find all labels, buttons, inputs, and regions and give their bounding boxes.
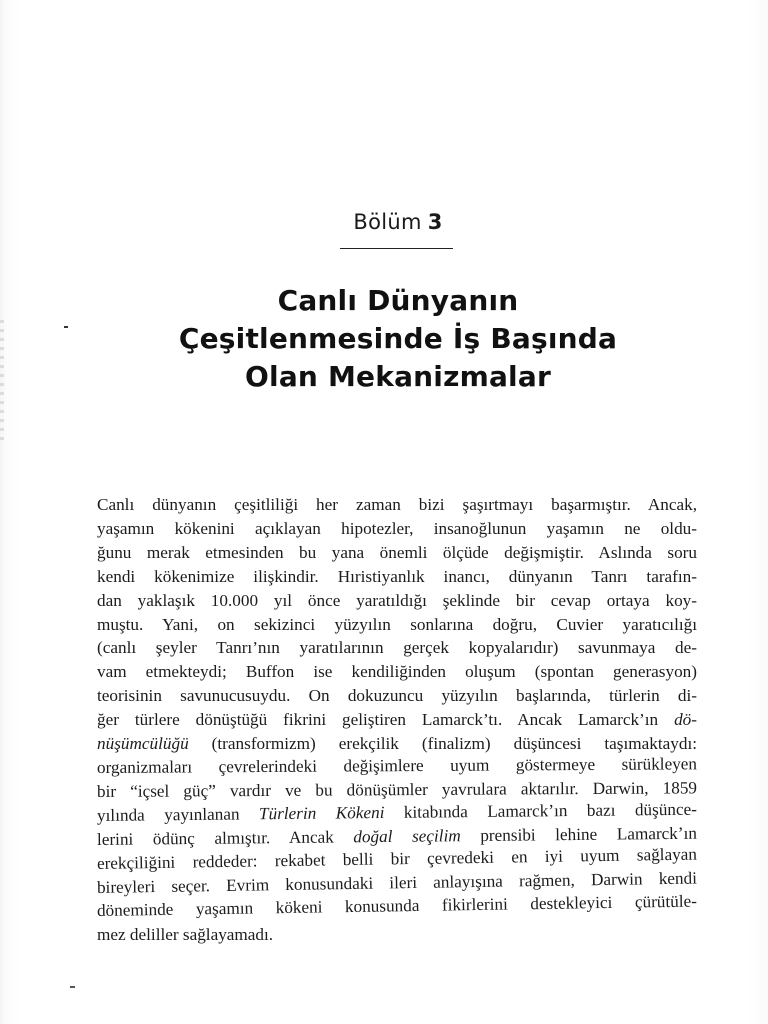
title-line: Çeşitlenmesinde İş Başında bbox=[178, 322, 618, 355]
body-paragraph bbox=[97, 493, 697, 947]
italic-term: doğal seçilim bbox=[353, 825, 461, 847]
chapter-label bbox=[0, 210, 768, 234]
margin-speck bbox=[70, 986, 75, 988]
text-line: Canlı dünyanın çeşitliliği her zaman bizi şaşırtmayı başarmıştır. Ancak, bbox=[97, 495, 697, 514]
text-line: teorisinin savunucusuydu. On dokuzuncu yüzyılın başlarında, türlerin di- bbox=[97, 686, 697, 706]
text-run: ğer türlere dönüştüğü fikrini geliştiren Lamarck’tı. Ancak Lamarck’ın bbox=[97, 710, 675, 730]
text-run: prensibi lehine Lamarck’ın bbox=[460, 823, 698, 845]
chapter-number: 3 bbox=[427, 210, 443, 234]
text-line: (canlı şeyler Tanrı’nın yaratılarının gerçek kopyalarıdır) savunmaya de- bbox=[97, 638, 697, 658]
text-line: muştu. Yani, on sekizinci yüzyılın sonlarına doğru, Cuvier yaratıcılığı bbox=[97, 614, 697, 634]
title-line: Olan Mekanizmalar bbox=[245, 360, 551, 393]
text-run: kitabında Lamarck’ın bazı düşünce- bbox=[384, 799, 698, 822]
text-run: yılında yayınlanan bbox=[96, 804, 260, 825]
text-line: ğunu merak etmesinden bu yana önemli ölçüde değişmiştir. Aslında soru bbox=[97, 542, 697, 562]
text-line: vam etmekteydi; Buffon ise kendiliğinden oluşum (spontan generasyon) bbox=[97, 662, 697, 682]
margin-speck bbox=[64, 326, 68, 328]
chapter-divider bbox=[340, 248, 453, 249]
text-line: bireyleri seçer. Evrim konusundaki ileri anlayışına rağmen, Darwin kendi bbox=[96, 868, 698, 897]
title-line: Canlı Dünyanın bbox=[277, 284, 519, 317]
italic-term: nüşümcülüğü bbox=[97, 734, 189, 754]
scan-edge-marks bbox=[0, 320, 4, 440]
text-line: organizmaları çevrelerindeki değişimlere uyum göstermeye sürükleyen bbox=[96, 754, 698, 777]
text-line: kendi kökenimize ilişkindir. Hıristiyanlık inancı, dünyanın Tanrı tarafın- bbox=[97, 566, 697, 586]
italic-term: Türlerin Kökeni bbox=[258, 802, 385, 824]
text-line bbox=[97, 708, 697, 732]
text-line: yaşamın kökenini açıklayan hipotezler, insanoğlunun yaşamın ne oldu- bbox=[97, 518, 697, 538]
chapter-title bbox=[100, 282, 696, 396]
text-line: mez deliller sağlayamadı. bbox=[97, 925, 274, 945]
text-line: dan yaklaşık 10.000 yıl önce yaratıldığı şeklinde bir cevap ortaya koy- bbox=[97, 590, 697, 610]
text-line: erekçiliğini reddeder: rekabet belli bir çevredeki en iyi uyum sağlayan bbox=[96, 844, 698, 873]
text-run: lerini ödünç almıştır. Ancak bbox=[96, 827, 354, 849]
italic-term: dö- bbox=[674, 710, 697, 730]
text-line: bir “içsel güç” vardır ve bu dönüşümler yavrulara aktarılır. Darwin, 1859 bbox=[96, 778, 698, 801]
chapter-word: Bölüm bbox=[353, 210, 422, 234]
text-run: (transformizm) erekçilik (finalizm) düşüncesi taşımaktaydı: bbox=[188, 734, 697, 754]
text-line: döneminde yaşamın kökeni konusunda fikirlerini destekleyici çürütüle- bbox=[96, 891, 698, 921]
